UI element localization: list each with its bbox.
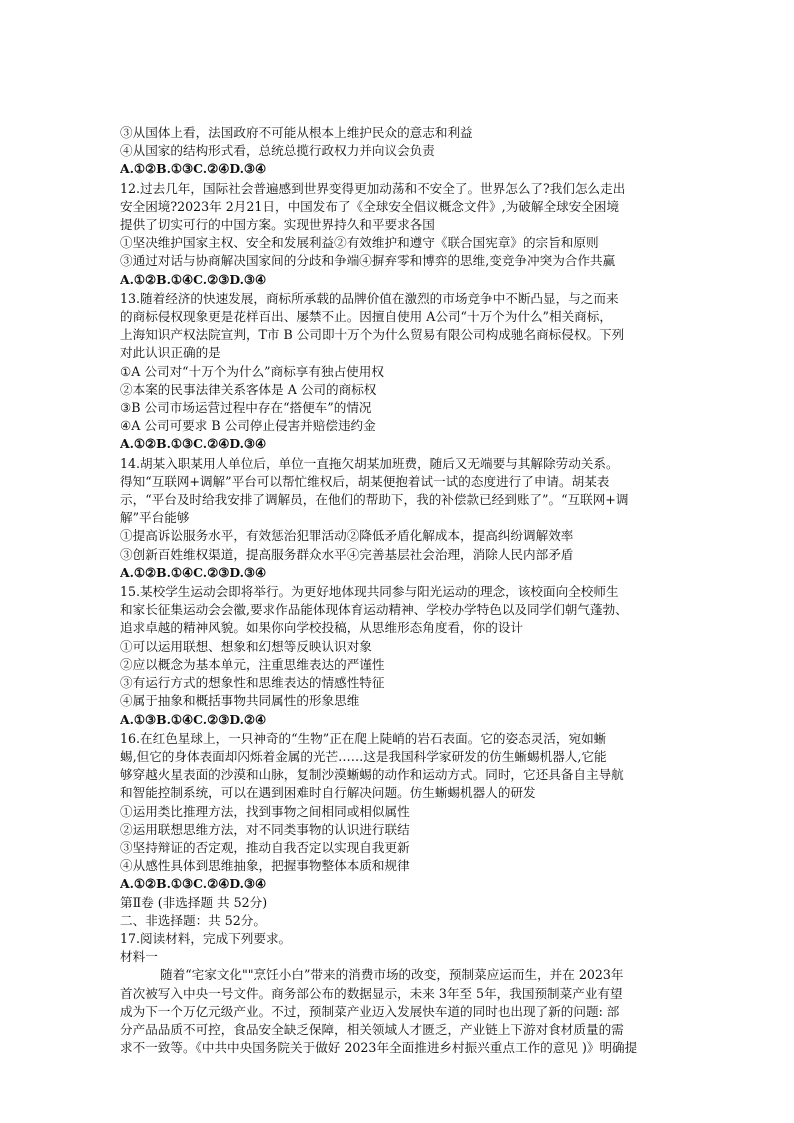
part-title: 第Ⅱ卷 (非选择题 共 52分) (120, 894, 268, 910)
text-line: 示，“平台及时给我安排了调解员，在他们的帮助下，我的补偿款已经到账了”。“互联网+调 (120, 492, 629, 508)
material-label: 材料一 (120, 949, 158, 965)
part-two (120, 894, 680, 1058)
choice-line: ③B 公司市场运营过程中存在“搭便车”的情况 (120, 400, 372, 416)
answer-options: A.①②B.①③C.②④D.③④ (120, 876, 267, 892)
choice-line: ④从感性具体到思维抽象，把握事物整体本质和规律 (120, 858, 410, 874)
choice-line: ③创新百姓维权渠道，提高服务群众水平④完善基层社会治理，消除人民内部矛盾 (120, 546, 574, 562)
choice-line: ①坚决维护国家主权、安全和发展利益②有效维护和遵守《联合国宪章》的宗旨和原则 (120, 235, 599, 251)
text-line: 的商标侵权现象更是花样百出、屡禁不止。因擅自使用 A公司“十万个为什么”相关商标， (120, 309, 612, 325)
text-line: 和家长征集运动会会徽,要求作品能体现体育运动精神、学校办学特色以及同学们朝气蓬勃、 (120, 602, 628, 618)
answer-options: A.①②B.①④C.②③D.③④ (120, 564, 267, 580)
choice-line: ②本案的民事法律关系客体是 A 公司的商标权 (120, 381, 377, 397)
text-line: ④从国家的结构形式看，总统总揽行政权力并向议会负责 (120, 143, 435, 159)
material-text-line: 求不一致等。《中共中央国务院关于做好 2023年全面推进乡村振兴重点工作的意见 )》明确提 (120, 1040, 638, 1056)
choice-line: ④A 公司可要求 B 公司停止侵害并赔偿违约金 (120, 418, 376, 434)
text-line: 13.随着经济的快速发展，商标所承载的品牌价值在激烈的市场竞争中不断凸显，与之而来 (120, 290, 619, 306)
material-text-line: 成为下一个万亿元级产业。不过，预制菜产业迈入发展快车道的同时也出现了新的问题: 部 (120, 1003, 620, 1019)
text-line: 得知“互联网+调解”平台可以帮忙维权后，胡某便抱着试一试的态度进行了申请。胡某表 (120, 473, 610, 489)
choice-line: ②运用联想思维方法，对不同类事物的认识进行联结 (120, 821, 410, 837)
choice-line: ③有运行方式的想象性和思维表达的情感性特征 (120, 675, 385, 691)
text-line: 15.某校学生运动会即将举行。为更好地体现共同参与阳光运动的理念，该校面向全校师生 (120, 584, 619, 600)
text-line: 提供了切实可行的中国方案。实现世界持久和平要求各国 (120, 217, 435, 233)
question-14 (120, 455, 680, 582)
choice-line: ①运用类比推理方法，找到事物之间相同或相似属性 (120, 803, 410, 819)
material-text-line: 首次被写入中央一号文件。商务部公布的数据显示，未来 3年至 5年，我国预制菜产业有望 (120, 985, 623, 1001)
choice-line: ①提高诉讼服务水平，有效惩治犯罪活动②降低矛盾化解成本，提高纠纷调解效率 (120, 528, 574, 544)
choice-line: ③坚持辩证的否定观，推动自我否定以实现自我更新 (120, 839, 410, 855)
material-text-line: 随着“宅家文化""烹饪小白”带来的消费市场的改变，预制菜应运而生，并在 2023年 (160, 967, 624, 983)
choice-line: ②应以概念为基本单元，注重思维表达的严谨性 (120, 656, 385, 672)
question-13 (120, 290, 680, 454)
answer-options: A.①②B.①③C.②④D.③④ (120, 161, 267, 177)
answer-options: A.①②B.①④C.②③D.③④ (120, 271, 267, 287)
exam-page (120, 124, 680, 1057)
text-line: 和智能控制系统，可以在遇到困难时自行解决问题。仿生蜥蜴机器人的研发 (120, 785, 536, 801)
text-line: ③从国体上看，法国政府不可能从根本上维护民众的意志和利益 (120, 125, 473, 140)
question-15 (120, 583, 680, 729)
text-line: 蜴,但它的身体表面却闪烁着金属的光芒……这是我国科学家研发的仿生蜥蜴机器人,它能 (120, 748, 607, 764)
text-line: 上海知识产权法院宣判，T市 B 公司即十万个为什么贸易有限公司构成驰名商标侵权。下列 (120, 327, 625, 343)
text-line: 14.胡某入职某用人单位后，单位一直拖欠胡某加班费，随后又无端要与其解除劳动关系。 (120, 455, 619, 471)
text-line: 够穿越火星表面的沙漠和山脉，复制沙漠蜥蜴的动作和运动方式。同时，它还具备自主导航 (120, 767, 624, 783)
text-line: 16.在红色星球上，一只神奇的“生物”正在爬上陡峭的岩石表面。它的姿态灵活，宛如蜥 (120, 730, 607, 746)
question-17-stem: 17.阅读材料，完成下列要求。 (120, 930, 292, 946)
prev-question-tail (120, 124, 680, 179)
question-12 (120, 180, 680, 289)
text-line: 解”平台能够 (120, 510, 190, 526)
choice-line: ①可以运用联想、想象和幻想等反映认识对象 (120, 638, 372, 654)
question-16 (120, 730, 680, 894)
text-line: 对此认识正确的是 (120, 345, 221, 361)
text-line: 安全困境?2023年 2月21日，中国发布了《全球安全倡议概念文件》,为破解全球安全困境 (120, 198, 620, 214)
choice-line: ③通过对话与协商解决国家间的分歧和争端④摒弃零和博弈的思维,变竞争冲突为合作共赢 (120, 253, 616, 269)
answer-options: A.①③B.①④C.②③D.②④ (120, 711, 267, 727)
section-heading: 二、非选择题：共 52分。 (120, 912, 266, 928)
choice-line: ④属于抽象和概括事物共同属性的形象思维 (120, 693, 360, 709)
text-line: 12.过去几年，国际社会普遍感到世界变得更加动荡和不安全了。世界怎么了?我们怎么走出 (120, 180, 626, 196)
choice-line: ①A 公司对“十万个为什么”商标享有独占使用权 (120, 363, 384, 379)
material-text-line: 分产品品质不可控，食品安全缺乏保障，相关领域人才匮乏，产业链上下游对食材质量的需 (120, 1021, 624, 1037)
text-line: 追求卓越的精神风貌。如果你向学校投稿，从思维形态角度看，你的设计 (120, 620, 523, 636)
answer-options: A.①②B.①③C.②④D.③④ (120, 436, 267, 452)
